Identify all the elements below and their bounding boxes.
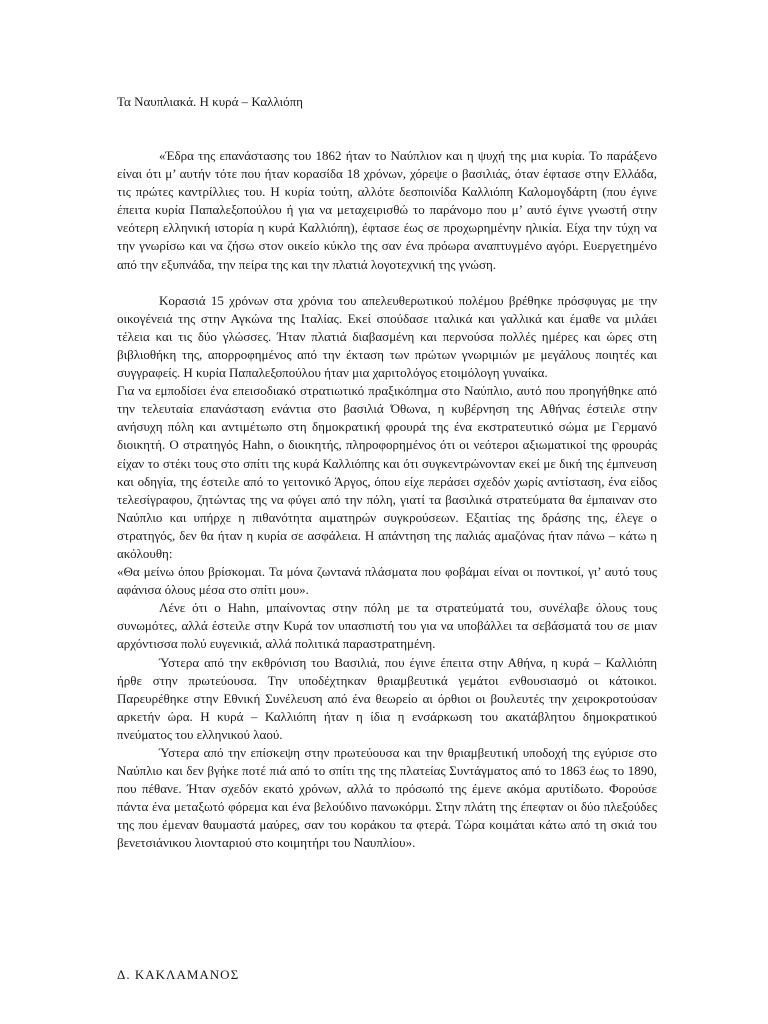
paragraph-2: Κορασιά 15 χρόνων στα χρόνια του απελευθερωτικού πολέμου βρέθηκε πρόσφυγας με την οικογένειά της στην Αγκώνα της Ιταλίας. Εκεί σπούδασε ιταλικά και γαλλικά και έμαθε να μιλάει τέλεια και τις δύο γλώσσες. Ήταν πλατιά διαβασμένη και περνούσα πολλές ημέρες και ώρες στη βιβλιοθήκη της, απορροφημένος από την έκταση των πρώτων γνωριμιών με μεγάλους ποιητές και συγγραφείς. Η κυρία Παπαλεξοπούλου ήταν μια χαριτολόγος ετοιμόλογη γυναίκα. bbox=[117, 292, 657, 381]
paragraph-6: Ύστερα από την εκθρόνιση του Βασιλιά, που έγινε έπειτα στην Αθήνα, η κυρά – Καλλιόπη ήρθε στην πρωτεύουσα. Την υποδέχτηκαν θριαμβευτικά γεμάτοι ενθουσιασμό οι κάτοικοι. Παρευρέθηκε στην Εθνική Συνέλευση από ένα θεωρείο αι όρθιοι οι βουλευτές την χειροκροτούσαν αρκετήν ώρα. Η κυρά – Καλλιόπη ήταν η ίδια η ενσάρκωση του ακατάβλητου δημοκρατικού πνεύματος του ελληνικού λαού. bbox=[117, 654, 657, 742]
document-title: Τα Ναυπλιακά. Η κυρά – Καλλιόπη bbox=[117, 94, 303, 109]
author-signature: Δ. ΚΑΚΛΑΜΑΝΟΣ bbox=[117, 967, 240, 982]
paragraph-5: Λένε ότι ο Hahn, μπαίνοντας στην πόλη με τα στρατεύματά του, συνέλαβε όλους τους συνωμότες, αλλά έστειλε στην Κυρά τον υπασπιστή του για να υποβάλλει τα σεβάσματά του σε μιαν αρχόντισσα πολύ ευγενικιά, αλλά πολιτικά παραστρατημένη. bbox=[117, 600, 657, 652]
paragraph-4-quote: «Θα μείνω όπου βρίσκομαι. Τα μόνα ζωντανά πλάσματα που φοβάμαι είναι οι ποντικοί, γι’ αυτό τους αφάνισα όλους μέσα στο σπίτι μου». bbox=[117, 564, 657, 598]
paragraph-3: Για να εμποδίσει ένα επεισοδιακό στρατιωτικό πραξικόπημα στο Ναύπλιο, αυτό που προηγήθηκε από την τελευταία επανάσταση ενάντια στο βασιλιά Όθωνα, η κυβέρνηση της Αθήνας έστειλε στην ανήσυχη πόλη και αντιμέτωπο στη δημοκρατική φρουρά της ένα εκστρατευτικό σώμα με Γερμανό διοικητή. Ο στρατηγός Hahn, ο διοικητής, πληροφορημένος ότι οι νεότεροι αξιωματικοί της φρουράς είχαν το στέκι τους στο σπίτι της κυρά Καλλιόπης και ότι συγκεντρώνονταν εκεί με δική της έμπνευση και οδηγία, της έστειλε από το γειτονικό Άργος, όπου είχε περάσει σχεδόν χωρίς αντίσταση, ένα είδος τελεσίγραφου, ζητώντας της να φύγει από την πόλη, γιατί τα βασιλικά στρατεύματα θα έμπαιναν στο Ναύπλιο και υπήρχε η πιθανότητα αιματηρών συγκρούσεων. Εξαιτίας της δράσης της, έλεγε ο στρατηγός, δεν θα ήταν η κυρία σε ασφάλεια. Η απάντηση της παλιάς αμαζόνας ήταν πάνω – κάτω η ακόλουθη: bbox=[117, 383, 657, 561]
paragraph-1: «Έδρα της επανάστασης του 1862 ήταν το Ναύπλιον και η ψυχή της μια κυρία. Το παράξενο είναι ότι μ’ αυτήν τότε που ήταν κορασίδα 18 χρόνων, χόρεψε ο βασιλιάς, όταν έφτασε στην Ελλάδα, τις πρώτες καντρίλλιες του. Η κυρία τούτη, αλλότε δεσποινίδα Καλλιόπη Καλομογδάρτη (που έγινε έπειτα κυρία Παπαλεξοπούλου ή για να μεταχειρισθώ το παράνομο που μ’ αυτό έγινε γνωστή στην νεότερη ελληνική ιστορία η κυρά Καλλιόπη), έφτασε έως σε προχωρημένην ηλικία. Είχα την τύχη να την γνωρίσω και να ζήσω στον οικείο κύκλο της σαν ένα πρόωρα αναπτυγμένο αγόρι. Ευεργετημένο από την εξυπνάδα, την πείρα της και την πλατιά λογοτεχνική της γνώση. bbox=[117, 148, 657, 272]
document-body bbox=[117, 147, 657, 853]
paragraph-7: Ύστερα από την επίσκεψη στην πρωτεύουσα και την θριαμβευτική υποδοχή της εγύρισε στο Ναύπλιο και δεν βγήκε ποτέ πιά από το σπίτι της της πλατείας Συντάγματος από το 1863 έως το 1890, που πέθανε. Ήταν σχεδόν εκατό χρόνων, αλλά το πρόσωπό της έμενε ακόμα αρυτίδωτο. Φορούσε πάντα ένα μεταξωτό φόρεμα και ένα βελούδινο πανωκόρμι. Στην πλάτη της έπεφταν οι δύο πλεξούδες της που έμεναν θαυμαστά μαύρες, σαν του κοράκου τα φτερά. Τώρα κοιμάται κάτω από τη σκιά του βενετσιάνικου λιονταριού στο κοιμητήρι του Ναυπλίου». bbox=[117, 745, 657, 851]
